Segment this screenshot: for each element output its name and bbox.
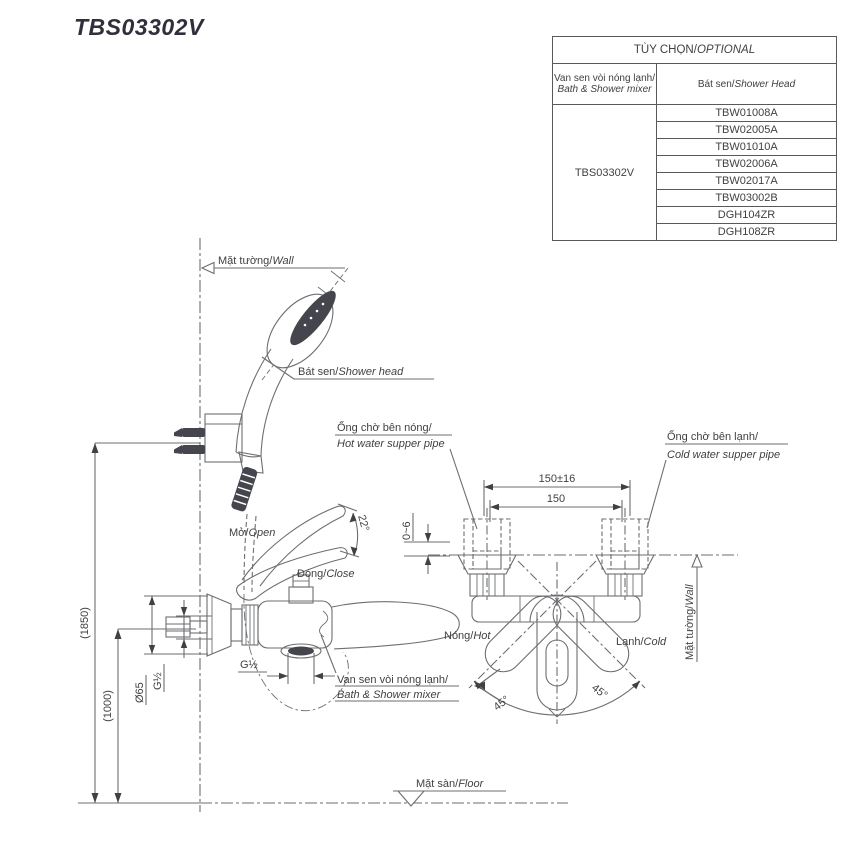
column-header-head-en: Shower Head xyxy=(734,78,796,90)
dim-flange-dia xyxy=(134,596,208,705)
label-floor-en: Floor xyxy=(458,778,484,790)
shower-head-row: TBW02017A xyxy=(657,173,836,190)
label-open-en: Open xyxy=(248,527,276,539)
shower-head-row: TBW02005A xyxy=(657,122,836,139)
dim-22deg xyxy=(338,504,371,557)
dim-protrusion xyxy=(401,513,450,574)
page-title: TBS03302V xyxy=(74,14,204,40)
shower-head-row: TBW01008A xyxy=(657,105,836,122)
dim-1000 xyxy=(102,629,196,803)
label-wall-top-en: Wall xyxy=(272,255,294,267)
floor-symbol-icon xyxy=(398,791,424,806)
dim-150 xyxy=(490,493,622,522)
label-cold xyxy=(616,636,667,648)
spout-outlet xyxy=(288,647,314,656)
wall-right-callout xyxy=(684,555,702,662)
label-cold-vi: Lạnh/ xyxy=(616,636,644,648)
shower-head-row: TBW03002B xyxy=(657,190,836,207)
label-close-vi: Đóng/ xyxy=(297,568,327,580)
hose-coil xyxy=(230,466,258,512)
label-floor-vi: Mặt sàn/ xyxy=(416,778,459,790)
dim-thread-side-text: G½ xyxy=(152,672,164,690)
dim-150-text: 150 xyxy=(546,493,566,505)
label-close xyxy=(297,568,354,580)
label-wall-top xyxy=(218,255,294,267)
label-close-en: Close xyxy=(326,568,355,580)
label-mixer xyxy=(337,674,449,686)
bracket-screws xyxy=(174,428,205,454)
dim-1850-text: (1850) xyxy=(79,607,91,639)
mixer-model-cell: TBS03302V xyxy=(574,166,635,179)
dim-thread-side xyxy=(152,600,212,692)
label-cold-pipe-en: Cold water supper pipe xyxy=(667,449,781,461)
dim-flange-dia-text: Ø65 xyxy=(134,682,146,703)
label-open xyxy=(229,527,275,539)
label-wall-right-vi: Mặt tường/ xyxy=(684,605,696,660)
label-floor xyxy=(416,778,485,790)
dim-150-tolerance-text: 150±16 xyxy=(538,473,576,485)
label-wall-top-vi: Mặt tường/ xyxy=(218,255,273,267)
column-header-mixer-vi: Van sen vòi nóng lạnh/ xyxy=(553,73,655,84)
column-header-head-vi: Bát sen/ xyxy=(697,78,735,90)
label-wall-right-en: Wall xyxy=(684,584,696,606)
dim-45-right-text: 45° xyxy=(589,681,610,702)
label-mixer-vi: Van sen vòi nóng lạnh/ xyxy=(337,674,449,686)
hand-shower-drawing xyxy=(230,268,348,711)
wall-arrow-icon xyxy=(202,263,214,274)
column-header-mixer-en: Bath & Shower mixer xyxy=(557,84,652,95)
label-hot-vi: Nóng/ xyxy=(444,630,474,642)
label-cold-en: Cold xyxy=(643,636,667,648)
dim-22deg-text: 22° xyxy=(355,513,372,533)
label-mixer-en: Bath & Shower mixer xyxy=(337,689,441,701)
wall-top-callout xyxy=(202,255,345,274)
spout xyxy=(332,602,459,649)
dim-1850 xyxy=(79,443,200,803)
shower-head-row: TBW01010A xyxy=(657,139,836,156)
label-hot-en: Hot xyxy=(473,630,491,642)
hot-pipe-callout xyxy=(335,420,477,529)
floor-callout xyxy=(393,778,506,806)
cold-pipe-callout xyxy=(647,429,788,528)
optional-header-vi: TÙY CHỌN/ xyxy=(633,44,697,56)
optional-header-en: OPTIONAL xyxy=(696,44,756,56)
shower-head-row: DGH108ZR xyxy=(717,226,776,238)
label-hot-pipe-en: Hot water supper pipe xyxy=(337,438,445,450)
label-open-vi: Mở/ xyxy=(229,527,249,539)
label-cold-pipe-vi: Ống chờ bên lạnh/ xyxy=(667,431,758,443)
label-hot-pipe-vi: Ống chờ bên nóng/ xyxy=(337,422,432,434)
wall-right-arrow-icon xyxy=(692,555,702,567)
shower-head-row: DGH104ZR xyxy=(657,207,836,224)
label-shower-head xyxy=(298,366,404,378)
mixer-side-view xyxy=(166,506,459,658)
dim-protrusion-text: 0~6 xyxy=(401,521,413,540)
label-wall-right xyxy=(684,584,696,660)
shower-head-row: TBW02006A xyxy=(657,156,836,173)
dim-thread-outlet-text: G½ xyxy=(240,659,258,671)
label-shower-head-en: Shower head xyxy=(338,366,404,378)
shower-bracket xyxy=(174,414,242,462)
dim-1000-text: (1000) xyxy=(102,690,114,722)
label-hot xyxy=(444,630,491,642)
dim-45-left-text: 45° xyxy=(491,693,512,714)
label-shower-head-vi: Bát sen/ xyxy=(298,366,339,378)
